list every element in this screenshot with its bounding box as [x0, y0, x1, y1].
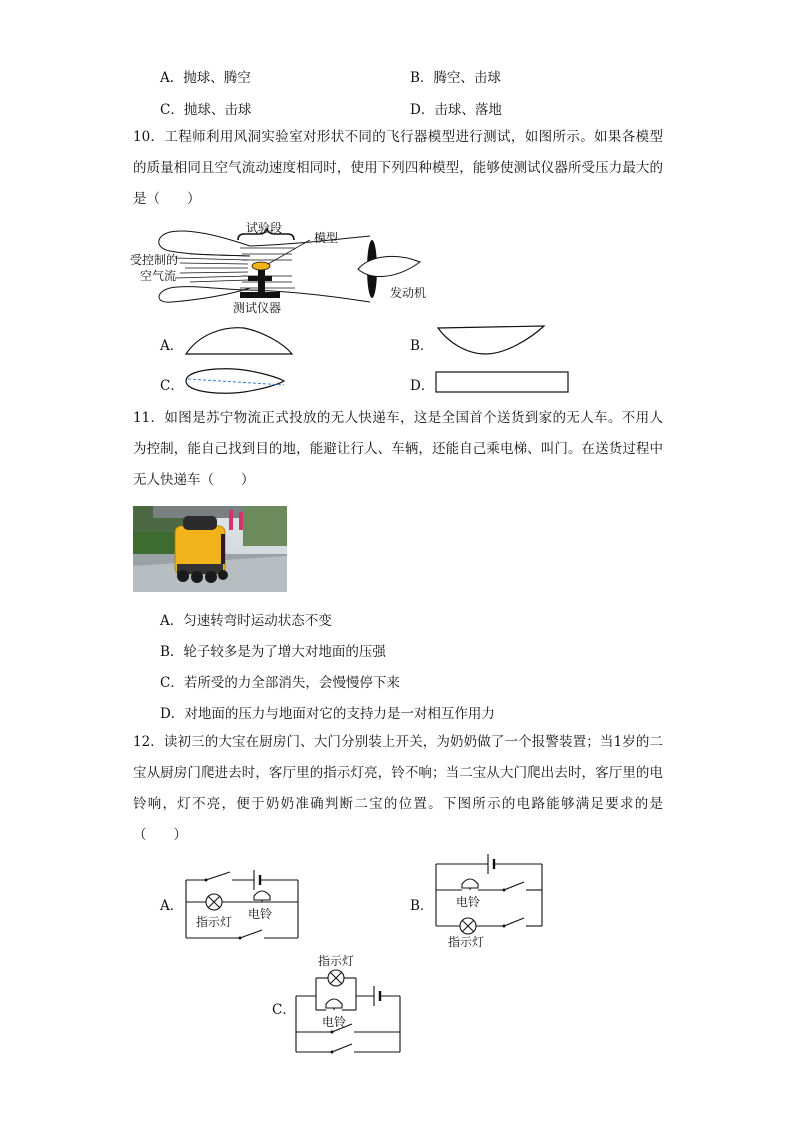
option-letter: B． [410, 338, 434, 354]
label-lamp: 指示灯 [448, 935, 485, 949]
label-model: 模型 [314, 231, 339, 245]
label-lamp: 指示灯 [318, 954, 355, 968]
option-letter: D． [410, 378, 435, 394]
q10-option-b[interactable] [410, 334, 433, 354]
label-test-section: 试验段 [246, 221, 283, 235]
option-text: 轮子较多是为了增大对地面的压强 [183, 644, 386, 660]
shape-b-inverted-airfoil [436, 324, 546, 358]
label-air-1: 受控制的 [130, 253, 179, 267]
circuit-a [180, 856, 302, 944]
option-letter: A． [160, 898, 184, 914]
q9-option-a[interactable] [160, 66, 251, 86]
option-letter: C． [160, 675, 184, 691]
q9-option-c[interactable] [160, 98, 251, 118]
q11-option-b[interactable] [160, 640, 386, 660]
shape-c-symmetric [184, 366, 288, 396]
option-letter: B． [410, 70, 434, 86]
q11-option-c[interactable] [160, 671, 400, 691]
option-letter: D． [410, 102, 435, 118]
option-text: 若所受的力全部消失，会慢慢停下来 [183, 675, 400, 691]
option-text: 对地面的压力与地面对它的支持力是一对相互作用力 [184, 706, 495, 722]
q9-option-b[interactable] [410, 66, 501, 86]
label-engine: 发动机 [390, 286, 427, 300]
option-letter: A． [160, 70, 184, 86]
q10-option-d[interactable] [410, 374, 434, 394]
q9-option-d[interactable] [410, 98, 502, 118]
q11-option-d[interactable] [160, 702, 495, 722]
label-bell: 电铃 [456, 895, 481, 909]
label-air-2: 空气流 [140, 269, 177, 283]
option-letter: A． [160, 613, 184, 629]
option-text: 抛球、腾空 [183, 70, 251, 86]
option-letter: A． [160, 338, 184, 354]
q10-option-a[interactable] [160, 334, 183, 354]
q11-stem: 11．如图是苏宁物流正式投放的无人快递车，这是全国首个送货到家的无人车。不用人为控制，能自己找到目的地，能避让行人、车辆，还能自己乘电梯、叫门。在送货过程中无人快递车（ ） [133, 410, 663, 488]
shape-d-rectangle [435, 371, 571, 395]
q10-stem: 10．工程师利用风洞实验室对形状不同的飞行器模型进行测试，如图所示。如果各模型的质量相同且空气流动速度相同时，使用下列四种模型，能够使测试仪器所受压力最大的是（ ） [133, 129, 663, 207]
q10-option-c[interactable] [160, 374, 184, 394]
option-letter: B． [160, 644, 184, 660]
option-letter: C． [160, 378, 184, 394]
option-text: 腾空、击球 [433, 70, 501, 86]
option-text: 抛球、击球 [183, 102, 252, 118]
circuit-c [292, 952, 406, 1058]
label-bell: 电铃 [322, 1015, 347, 1029]
option-letter: B． [410, 898, 434, 914]
option-text: 击球、落地 [434, 102, 502, 118]
q12-stem: 12．读初三的大宝在厨房门、大门分别装上开关，为奶奶做了一个报警装置；当1岁的二宝从厨房门爬进去时，客厅里的指示灯亮，铃不响；当二宝从大门爬出去时，客厅里的电铃响，灯不亮，便于奶奶准确判断二宝的位置。下图所示的电路能够满足要求的是（ ） [133, 734, 663, 843]
label-bell: 电铃 [248, 907, 273, 921]
option-text: 匀速转弯时运动状态不变 [183, 613, 332, 629]
q12-option-b[interactable] [410, 894, 433, 914]
q11-option-a[interactable] [160, 609, 332, 629]
shape-a-airfoil [184, 324, 294, 356]
wind-tunnel-figure [130, 218, 440, 318]
option-letter: C． [160, 102, 184, 118]
label-instrument: 测试仪器 [233, 301, 282, 315]
option-letter: D． [160, 706, 185, 722]
label-lamp: 指示灯 [196, 915, 233, 929]
circuit-b [432, 850, 548, 950]
delivery-cart-photo [133, 506, 287, 592]
option-letter: C． [272, 1002, 296, 1018]
